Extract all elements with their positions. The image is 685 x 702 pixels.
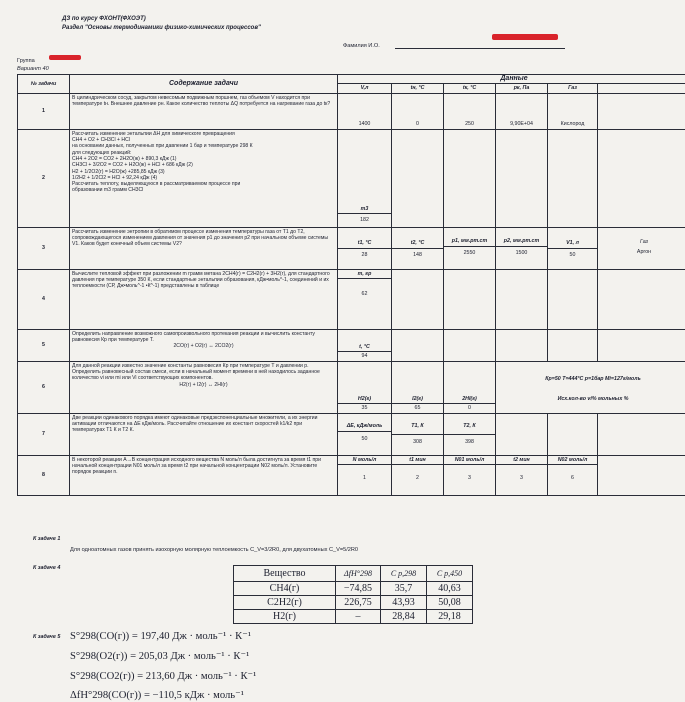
t6-note: Кр=50 Т=444°С р=1бар Мi=127г/моль	[545, 375, 641, 382]
task-text	[70, 329, 338, 361]
cp450-cell: 50,08	[427, 596, 473, 610]
t5-value-t: 94	[361, 353, 368, 360]
t3-cell	[392, 227, 444, 269]
task-number: 6	[18, 361, 70, 413]
head-cp298: C p,298	[381, 566, 427, 582]
task-text: Две реакции одинакового порядка имеют одинаковые предэкспоненциальные множители, а их энергии активации отличаются на ΔЕ кДж/моль. Рассчитайте отношение их констант скоростей k1/k2 при температурах Т1 К и Т2 К.	[70, 413, 338, 455]
t7-head-de: ΔЕ, кДж/моль	[338, 422, 391, 431]
task-text	[70, 361, 338, 413]
task1-note-text: Для одноатомных газов принять изохорную молярную теплоемкость C_V=3/2R0, для двухатомных C_V=5/2R0	[70, 547, 359, 553]
cp450-cell: 29,18	[427, 610, 473, 624]
task-row-1	[18, 93, 685, 129]
task1-note-label: К задаче 1	[33, 536, 61, 542]
t4-data-cell	[338, 269, 392, 329]
t3-head-t2: t2, °С	[392, 235, 443, 248]
dh-cell: 226,75	[336, 596, 381, 610]
t6-cell	[338, 361, 392, 413]
surname-label: Фамилия И.О.	[343, 43, 380, 49]
t3-head-p2: p2, мм.рт.ст	[496, 237, 547, 246]
t7-value-t1: 308	[413, 438, 422, 445]
t3-cell	[598, 227, 685, 269]
task-line: для следующих реакций:	[72, 149, 132, 156]
t8-value-n: 1	[363, 475, 366, 482]
task-row-8	[18, 455, 685, 495]
task-line: Рассчитать теплоту, выделяющуюся в рассматриваемом процессе при	[72, 181, 241, 188]
task-line: Рассчитать изменение энтальпии ΔН для химическоге превращения	[72, 130, 235, 137]
t8-head-n02: N02 моль/л	[548, 456, 597, 465]
table-row	[234, 610, 473, 624]
t6-value-i2: 65	[414, 405, 421, 412]
t1-value-tn: 0	[392, 93, 444, 129]
task-row-6	[18, 361, 685, 413]
col-header-data: Данные	[338, 75, 685, 84]
enthalpy-co: ΔfH°298(CO(г)) = −110,5 кДж · моль⁻¹	[70, 690, 244, 701]
group-label: Группа	[17, 58, 35, 64]
redacted-surname-mark	[492, 34, 558, 40]
task-row-5	[18, 329, 685, 361]
t3-value-p2: 1500	[515, 249, 528, 256]
entropy-o2: S°298(O2(г)) = 205,03 Дж · моль⁻¹ · К⁻¹	[70, 651, 250, 662]
t3-value-t2: 148	[413, 251, 422, 258]
t8-cell	[548, 455, 598, 495]
task-line: CH4 + 2O2 = CO2 + 2H2O(ж) + 890,3 кДж (1)	[72, 156, 177, 162]
t3-cell	[338, 227, 392, 269]
t1-value-tk: 250	[444, 93, 496, 129]
task-number: 3	[18, 227, 70, 269]
t8-cell	[444, 455, 496, 495]
t8-head-n01: N01 моль/л	[444, 456, 495, 465]
task4-thermo-table	[233, 565, 473, 624]
t8-head-n: N моль/л	[338, 456, 391, 465]
t3-value-p1: 2550	[463, 249, 476, 256]
t3-cell	[548, 227, 598, 269]
course-title: ДЗ по курсу ФХОНТ(ФХОЭТ)	[62, 16, 146, 22]
cp450-cell: 40,63	[427, 582, 473, 596]
section-title: Раздел "Основы термодинамики физико-химических процессов"	[62, 25, 261, 31]
t2-value-m3: 182	[360, 217, 369, 224]
task-text: Вычислите тепловой эффект при разложении m грамм метана 2CH4(г) = C2H2(г) + 3H2(г), для стандартного давления при температуре 350 К, если стандартные энтальпии образования, кДж•моль^-1, соединений и их теплоемкости (СР, Дж•моль^-1 •К^-1) представлены в таблице	[70, 269, 338, 329]
task-text: Рассчитать изменение энтропии в обратимом процессе изменения температуры газа от Т1 до Т2, сопровождающегося изменением давления от значения р1 до значения р2 при начальном объеме системы V1. Каков будет конечный объем системы V2?	[70, 227, 338, 269]
t8-value-t2: 3	[520, 475, 523, 482]
cp298-cell: 35,7	[381, 582, 427, 596]
task-line: CH3Cl + 3/2O2 = CO2 + H2O(ж) + HCl + 686 кДж (2)	[72, 162, 193, 169]
t7-value-t2: 398	[465, 438, 474, 445]
task-number: 2	[18, 129, 70, 227]
table-row	[234, 582, 473, 596]
head-substance: Вещество	[234, 566, 336, 582]
t6-cell	[444, 361, 496, 413]
dh-cell: –	[336, 610, 381, 624]
cp298-cell: 43,93	[381, 596, 427, 610]
substance-cell: C2H2(г)	[234, 596, 336, 610]
task-line: Для данной реакции известно значение константы равновесия Кр при температуре Т и давлении р. Определить равновесный состав смеси, если в начальный момент времени в ней находилось заданное количество vi или mi или Vi соответствующих компонентов.	[72, 362, 320, 382]
task-line: H2 + 1/2O2(г) = H2O(ж) +285,85 кДж (3)	[72, 168, 165, 175]
entropy-co2: S°298(CO2(г)) = 213,60 Дж · моль⁻¹ · К⁻¹	[70, 671, 257, 682]
task-line: CH4 + O2 + CH3Cl + HCl	[72, 137, 130, 144]
t3-value-v1: 50	[569, 251, 576, 258]
task-number: 4	[18, 269, 70, 329]
col-header-num: № задачи	[18, 75, 70, 94]
task-text: В цилиндрическом сосуд, закрытом невесомым подвижным поршнем, газ объемом V находится при температуре tн. Внешнее давление рн. Какое количество теплоты ΔQ потребуется на нагревание газа до tк?	[70, 93, 338, 129]
t3-head-v1: V1, л	[548, 235, 597, 248]
dh-cell: −74,85	[336, 582, 381, 596]
t3-cell	[444, 227, 496, 269]
t8-head-t2: t2 мин	[496, 456, 547, 465]
t3-head-p1: p1, мм.рт.ст	[444, 237, 495, 246]
head-dh: ΔfH°298	[336, 566, 381, 582]
task-number: 5	[18, 329, 70, 361]
substance-cell: H2(г)	[234, 610, 336, 624]
t1-value-gas: Кислород	[548, 93, 598, 129]
t6-cell	[392, 361, 444, 413]
task-line: 1/2H2 + 1/2Cl2 = HCl + 92,24 кДж (4)	[72, 174, 158, 181]
t4-head-m: m, гр	[338, 270, 391, 279]
t6-conditions	[496, 361, 685, 413]
task-number: 7	[18, 413, 70, 455]
entropy-co: S°298(CO(г)) = 197,40 Дж · моль⁻¹ · К⁻¹	[70, 631, 252, 642]
t7-cell	[444, 413, 496, 455]
t1-value-pk: 9,90Е+04	[496, 93, 548, 129]
reaction-equation: 2CO(г) + O2(г) ↔ 2CO2(г)	[173, 343, 234, 350]
variant-label: Вариант 40	[17, 66, 49, 72]
surname-line	[395, 48, 565, 49]
t5-head-t: t, °С	[338, 343, 391, 352]
t7-head-t2: Т2, К	[444, 419, 495, 434]
t2-head-m3: m3	[338, 205, 391, 214]
head-cp450: C p,450	[427, 566, 473, 582]
t6-head-h2: H2(г)	[338, 395, 391, 404]
t8-cell	[392, 455, 444, 495]
task-text: В некоторой реакции А→В концентрация исходного вещества N моль/л была достигнута за время t1 при начальной концентрации N01 моль/л за время t2 при начальной концентрации N02 моль/л. Установите порядок реакции n.	[70, 455, 338, 495]
t1-head-v: V,л	[338, 84, 392, 93]
t8-value-n02: 6	[571, 475, 574, 482]
task-row-2	[18, 129, 685, 227]
t1-head-tn: tн, °С	[392, 84, 444, 93]
task-line: на основании данных, полученных при давлении 1 бар и температуре 298 К	[72, 143, 253, 150]
task-line: Определить направление возможного самопроизвольного протекания реакции и вычислить константу равновесия Кр при температуре Т.	[72, 330, 315, 344]
cp298-cell: 28,84	[381, 610, 427, 624]
t3-cell	[496, 227, 548, 269]
task-number: 1	[18, 93, 70, 129]
t7-value-de: 50	[361, 435, 368, 442]
table-row	[234, 596, 473, 610]
t4-value-m: 62	[361, 291, 368, 298]
task4-note-label: К задаче 4	[33, 565, 61, 571]
t1-head-gas: Газ	[548, 84, 598, 93]
task-line: образовании m3 грамм CH3Cl	[72, 187, 144, 194]
t6-head-hi: 2HI(г)	[444, 395, 495, 404]
task-number: 8	[18, 455, 70, 495]
t1-value-v: 1400	[338, 93, 392, 129]
task-row-4	[18, 269, 685, 329]
reaction-equation: H2(г) + I2(г) ↔ 2HI(г)	[179, 381, 228, 388]
t8-value-t1: 2	[416, 475, 419, 482]
t7-head-t1: Т1, К	[392, 419, 443, 434]
t3-head-t1: t1, °С	[338, 235, 391, 248]
t6-value-h2: 35	[361, 405, 368, 412]
t8-cell	[496, 455, 548, 495]
task5-note-label: К задаче 5	[33, 634, 61, 640]
t8-cell	[338, 455, 392, 495]
t5-data-cell	[338, 329, 392, 361]
t1-head-tk: tк, °С	[444, 84, 496, 93]
t6-note2: Исх.кол-во vi% мольных %	[557, 396, 629, 403]
t3-head-gas: Газ	[640, 238, 649, 245]
t2-data-cell	[338, 129, 392, 227]
task-row-7	[18, 413, 685, 455]
task-row-3	[18, 227, 685, 269]
redacted-group-mark	[49, 55, 81, 60]
t3-value-t1: 28	[361, 251, 368, 258]
t3-value-gas: Аргон	[636, 249, 652, 256]
t6-value-hi: 0	[468, 405, 471, 412]
substance-cell: CH4(г)	[234, 582, 336, 596]
t7-cell	[392, 413, 444, 455]
t8-head-t1: t1 мин	[392, 456, 443, 465]
t8-value-n01: 3	[468, 475, 471, 482]
col-header-content: Содержание задачи	[70, 75, 338, 94]
t1-head-pk: рк, Па	[496, 84, 548, 93]
t7-cell	[338, 413, 392, 455]
t6-head-i2: I2(г)	[392, 395, 443, 404]
task-text	[70, 129, 338, 227]
tasks-table	[17, 74, 685, 496]
